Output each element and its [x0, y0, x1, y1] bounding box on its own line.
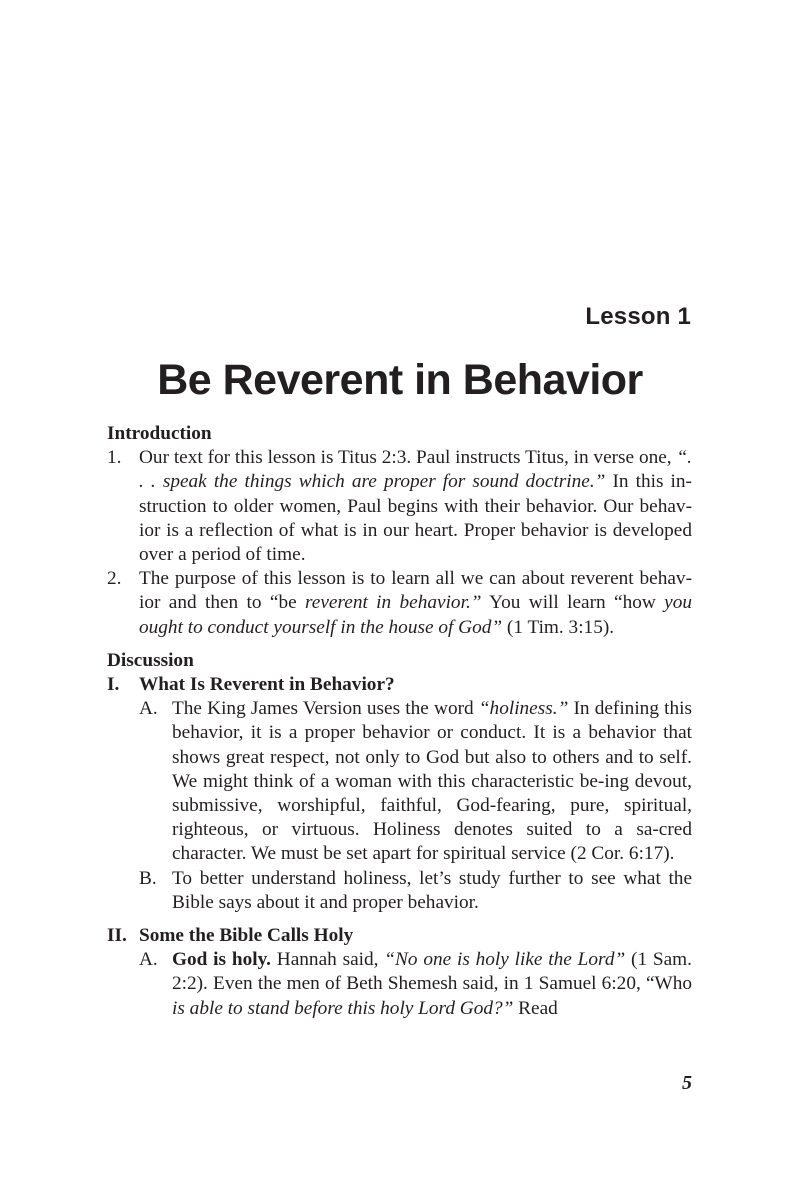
section-i-item-b: B. To better understand holiness, let’s study further to see what the Bible says about it and proper behavior. — [139, 867, 692, 913]
item-marker: 2. — [107, 568, 122, 590]
intro-item-2 — [107, 567, 692, 640]
section-i-item-a: A. The King James Version uses the word “holiness.” In defining this behavior, it is a proper behavior or conduct. It is a behavior that shows great respect, not only to God but also to others and to self. We might think of a woman with this characteristic be-ing devout, submissive, worshipful, faithful, God-fearing, pure, spiritual, righteous, or virtuous. Holiness denotes suited to a sa-cred character. We must be set apart for spiritual service (2 Cor. 6:17). — [139, 698, 692, 865]
item-text: Our text for this lesson is Titus 2:3. Paul instructs Titus, in verse one, “. . . speak the things which are proper for sound doctrine.” In this in-struction to older women, Paul begins with their behavior. Our behav-ior is a reflection of what is in our heart. Proper behavior is developed over a period of time. — [139, 447, 692, 566]
introduction-heading: Introduction — [107, 423, 212, 444]
item-text: The purpose of this lesson is to learn all we can about reverent behav-ior and then to “be reverent in behavior.” You will learn “how you ought to conduct yourself in the house of God” (1 Tim. 3:15). — [139, 568, 692, 638]
section-heading-i: I. What Is Reverent in Behavior? — [107, 674, 395, 696]
lesson-title: Be Reverent in Behavior — [157, 356, 643, 404]
page-number: 5 — [682, 1072, 692, 1094]
section-heading-ii: II. Some the Bible Calls Holy — [107, 925, 354, 947]
item-marker: 1. — [107, 447, 122, 469]
section-ii-item-a: A. God is holy. Hannah said, “No one is holy like the Lord” (1 Sam. 2:2). Even the men of Beth Shemesh said, in 1 Samuel 6:20, “Who is able to stand before this holy Lord God?” Read — [139, 949, 692, 1019]
discussion-heading: Discussion — [107, 649, 194, 671]
body-text — [107, 422, 692, 1021]
intro-item-1 — [107, 446, 692, 567]
lesson-label: Lesson 1 — [585, 303, 691, 330]
